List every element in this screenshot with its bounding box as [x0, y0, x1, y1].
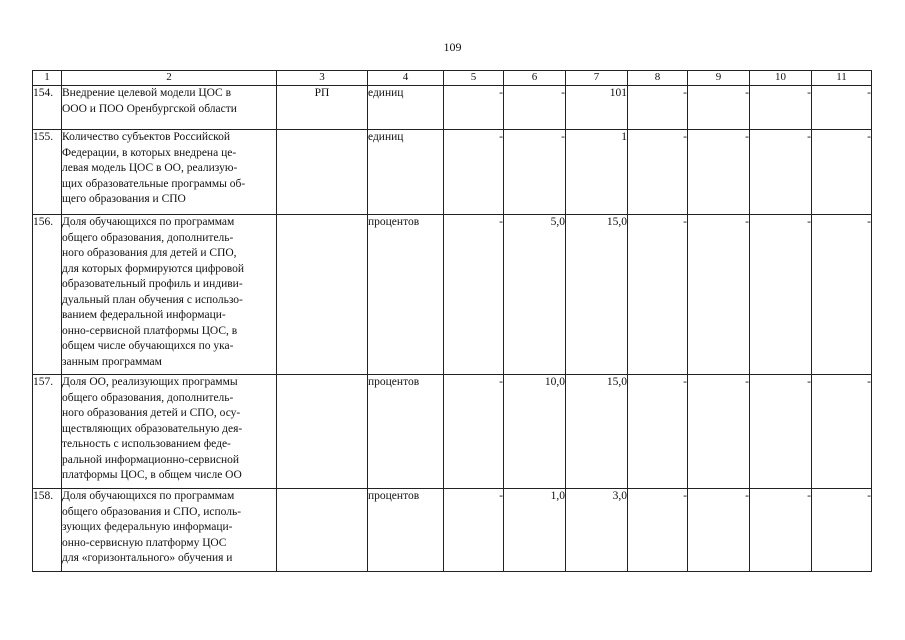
- value-cell: 1,0: [504, 489, 566, 572]
- indicator-line: Доля обучающихся по программам: [62, 216, 235, 228]
- indicator-line: щих образовательные программы об-: [62, 177, 246, 190]
- row-number: 158.: [33, 489, 62, 572]
- indicator-line: Федерации, в которых внедрена це-: [62, 146, 237, 159]
- indicator-name: [62, 86, 277, 130]
- indicator-line: ванием федеральной информаци-: [62, 309, 226, 321]
- row-number: 154.: [33, 86, 62, 130]
- value-cell: -: [504, 86, 566, 130]
- indicator-name: [62, 130, 277, 215]
- value-cell: -: [812, 375, 872, 489]
- table-row: [33, 86, 872, 130]
- header-cell: 9: [688, 71, 750, 86]
- value-cell: 3,0: [566, 489, 628, 572]
- value-cell: -: [750, 86, 812, 130]
- indicator-name: [62, 215, 277, 375]
- header-cell: 10: [750, 71, 812, 86]
- indicator-line: для которых формируются цифровой: [62, 262, 245, 275]
- value-cell: -: [444, 215, 504, 375]
- value-cell: -: [628, 489, 688, 572]
- value-cell: 15,0: [566, 215, 628, 375]
- value-cell: -: [628, 375, 688, 489]
- row-number: 156.: [33, 215, 62, 375]
- value-cell: 5,0: [504, 215, 566, 375]
- indicator-line: ществляющих образовательную дея-: [62, 422, 243, 435]
- header-cell: 11: [812, 71, 872, 86]
- unit-cell: процентов: [368, 489, 444, 572]
- indicator-line: ральной информационно-сервисной: [62, 453, 240, 466]
- responsible-cell: [277, 215, 368, 375]
- indicator-line: общего образования, дополнитель-: [62, 391, 234, 404]
- table-row: [33, 130, 872, 215]
- responsible-cell: [277, 375, 368, 489]
- indicator-line: ООО и ПОО Оренбургской области: [62, 102, 237, 115]
- table-row: [33, 375, 872, 489]
- value-cell: -: [628, 86, 688, 130]
- responsible-cell: РП: [277, 86, 368, 130]
- value-cell: -: [688, 489, 750, 572]
- table-row: [33, 215, 872, 375]
- value-cell: -: [750, 375, 812, 489]
- value-cell: 15,0: [566, 375, 628, 489]
- value-cell: -: [750, 489, 812, 572]
- indicator-line: платформы ЦОС, в общем числе ОО: [62, 469, 242, 481]
- value-cell: -: [812, 489, 872, 572]
- unit-cell: единиц: [368, 86, 444, 130]
- value-cell: -: [444, 130, 504, 215]
- header-cell: 7: [566, 71, 628, 86]
- indicator-line: ного образования для детей и СПО,: [62, 247, 237, 259]
- header-cell: 6: [504, 71, 566, 86]
- indicator-line: зующих федеральную информаци-: [62, 521, 233, 533]
- header-row: [33, 71, 872, 86]
- indicator-line: щего образования и СПО: [62, 193, 186, 205]
- indicator-line: Количество субъектов Российской: [62, 131, 231, 143]
- value-cell: 1: [566, 130, 628, 215]
- responsible-cell: [277, 489, 368, 572]
- header-cell: 5: [444, 71, 504, 86]
- value-cell: -: [688, 215, 750, 375]
- indicator-line: для «горизонтального» обучения и: [62, 552, 233, 564]
- indicator-line: Доля ОО, реализующих программы: [62, 376, 238, 388]
- row-number: 157.: [33, 375, 62, 489]
- table-row: [33, 489, 872, 572]
- value-cell: -: [628, 215, 688, 375]
- indicator-name: [62, 375, 277, 489]
- unit-cell: процентов: [368, 215, 444, 375]
- indicator-line: тельность с использованием феде-: [62, 438, 231, 450]
- value-cell: -: [628, 130, 688, 215]
- indicator-line: Внедрение целевой модели ЦОС в: [62, 87, 231, 99]
- indicators-table: [32, 70, 872, 572]
- value-cell: -: [444, 375, 504, 489]
- indicator-line: общего образования, дополнитель-: [62, 231, 234, 244]
- value-cell: -: [688, 375, 750, 489]
- value-cell: -: [688, 86, 750, 130]
- value-cell: -: [812, 86, 872, 130]
- value-cell: 10,0: [504, 375, 566, 489]
- header-cell: 1: [33, 71, 62, 86]
- header-cell: 4: [368, 71, 444, 86]
- value-cell: -: [750, 215, 812, 375]
- value-cell: -: [504, 130, 566, 215]
- indicator-line: Доля обучающихся по программам: [62, 490, 235, 502]
- value-cell: -: [812, 215, 872, 375]
- indicator-line: занным программам: [62, 355, 162, 368]
- header-cell: 8: [628, 71, 688, 86]
- responsible-cell: [277, 130, 368, 215]
- indicator-name: [62, 489, 277, 572]
- indicator-line: общего образования и СПО, исполь-: [62, 505, 242, 518]
- value-cell: -: [812, 130, 872, 215]
- unit-cell: единиц: [368, 130, 444, 215]
- unit-cell: процентов: [368, 375, 444, 489]
- page-number: 109: [443, 40, 462, 54]
- value-cell: 101: [566, 86, 628, 130]
- indicator-line: онно-сервисной платформы ЦОС, в: [62, 324, 238, 337]
- indicator-line: левая модель ЦОС в ОО, реализую-: [62, 162, 238, 174]
- indicator-line: дуальный план обучения с использо-: [62, 293, 243, 306]
- indicator-line: общем числе обучающихся по ука-: [62, 340, 234, 352]
- value-cell: -: [444, 86, 504, 130]
- value-cell: -: [444, 489, 504, 572]
- value-cell: -: [688, 130, 750, 215]
- header-cell: 2: [62, 71, 277, 86]
- indicator-line: ного образования детей и СПО, осу-: [62, 407, 241, 419]
- value-cell: -: [750, 130, 812, 215]
- row-number: 155.: [33, 130, 62, 215]
- indicator-line: онно-сервисную платформу ЦОС: [62, 536, 227, 549]
- indicator-line: образовательный профиль и индиви-: [62, 278, 243, 290]
- header-cell: 3: [277, 71, 368, 86]
